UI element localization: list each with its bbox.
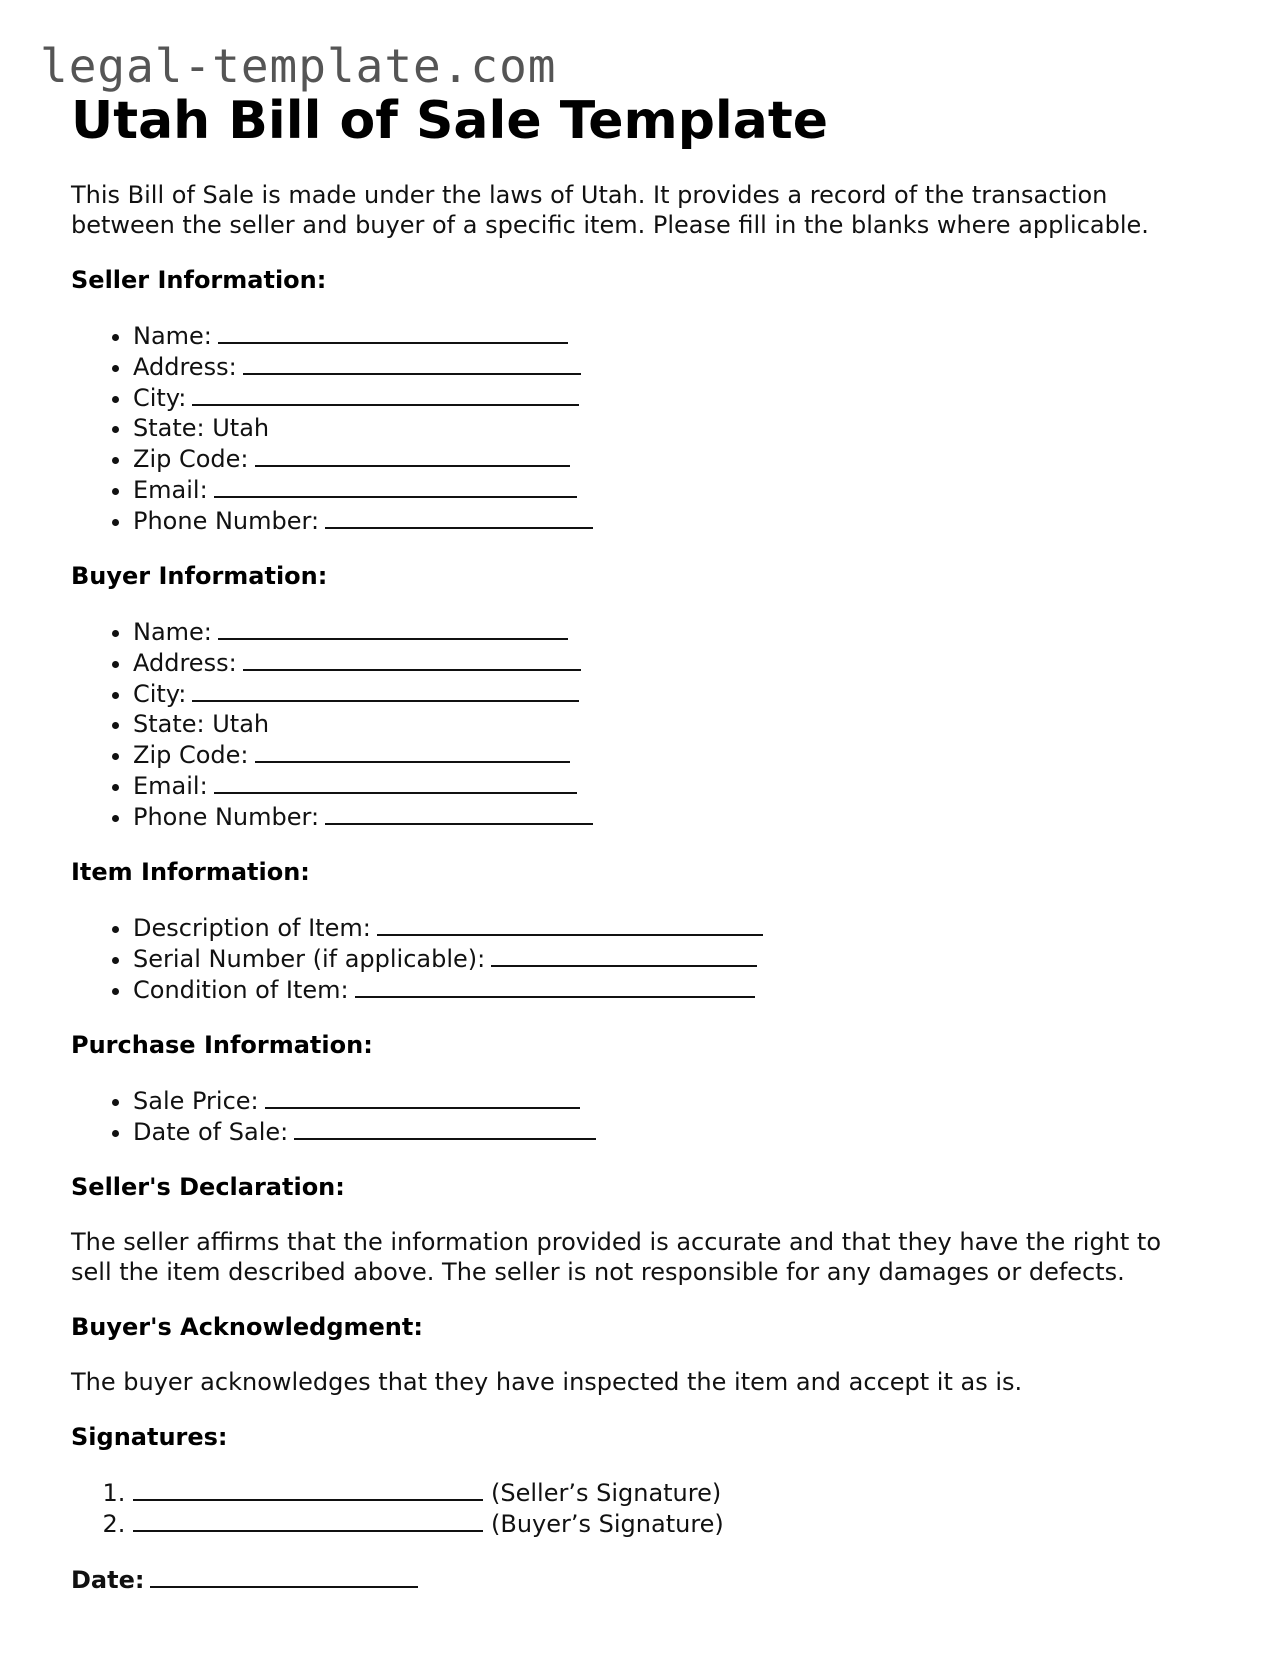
seller-state-field: • State: Utah (133, 413, 1231, 443)
declaration-line: sell the item described above. The seller is not responsible for any damages or defects. (71, 1258, 1125, 1286)
seller-information-heading: Seller Information: (71, 266, 327, 294)
sale-price-field: • Sale Price: (133, 1085, 1231, 1116)
blank-line[interactable] (325, 505, 593, 529)
watermark-logo: legal-template.com (40, 39, 557, 93)
item-description-field: • Description of Item: (133, 912, 1231, 943)
blank-line[interactable] (214, 474, 577, 498)
buyer-zip-field: • Zip Code: (133, 739, 1231, 770)
sale-date-field: • Date of Sale: (133, 1116, 1231, 1147)
signature-blank[interactable] (133, 1477, 483, 1501)
blank-line[interactable] (355, 974, 755, 998)
buyer-state-field: • State: Utah (133, 709, 1231, 739)
item-fields-list (71, 912, 1231, 1005)
blank-line[interactable] (265, 1085, 580, 1109)
purchase-information-heading: Purchase Information: (71, 1031, 373, 1059)
seller-zip-field: • Zip Code: (133, 443, 1231, 474)
seller-city-field: • City: (133, 382, 1231, 413)
purchase-fields-list (71, 1085, 1231, 1147)
item-condition-field: • Condition of Item: (133, 974, 1231, 1005)
signatures-heading: Signatures: (71, 1423, 228, 1451)
buyer-phone-field: • Phone Number: (133, 801, 1231, 832)
signature-blank[interactable] (133, 1508, 483, 1532)
buyer-information-heading: Buyer Information: (71, 562, 328, 590)
blank-line[interactable] (255, 739, 570, 763)
blank-line[interactable] (294, 1116, 596, 1140)
blank-line[interactable] (218, 320, 568, 344)
page-title: Utah Bill of Sale Template (71, 91, 828, 151)
intro-paragraph (71, 180, 1231, 240)
intro-line: This Bill of Sale is made under the laws of Utah. It provides a record of the transaction (71, 181, 1108, 209)
item-serial-field: • Serial Number (if applicable): (133, 943, 1231, 974)
blank-line[interactable] (150, 1564, 418, 1588)
intro-line: between the seller and buyer of a specific item. Please fill in the blanks where applicable. (71, 211, 1149, 239)
buyer-acknowledgment-heading: Buyer's Acknowledgment: (71, 1313, 423, 1341)
blank-line[interactable] (243, 351, 581, 375)
seller-email-field: • Email: (133, 474, 1231, 505)
seller-address-field: • Address: (133, 351, 1231, 382)
seller-signature-line: 1. (Seller’s Signature) (133, 1477, 1231, 1508)
blank-line[interactable] (325, 801, 593, 825)
document (71, 88, 1231, 1595)
seller-phone-field: • Phone Number: (133, 505, 1231, 536)
blank-line[interactable] (377, 912, 763, 936)
buyer-name-field: • Name: (133, 616, 1231, 647)
buyer-email-field: • Email: (133, 770, 1231, 801)
declaration-line: The seller affirms that the information provided is accurate and that they have the right to (71, 1228, 1162, 1256)
blank-line[interactable] (214, 770, 577, 794)
blank-line[interactable] (192, 678, 579, 702)
buyer-signature-line: 2. (Buyer’s Signature) (133, 1508, 1231, 1539)
buyer-address-field: • Address: (133, 647, 1231, 678)
blank-line[interactable] (255, 443, 570, 467)
seller-name-field: • Name: (133, 320, 1231, 351)
blank-line[interactable] (243, 647, 581, 671)
buyer-city-field: • City: (133, 678, 1231, 709)
buyer-acknowledgment-text: The buyer acknowledges that they have inspected the item and accept it as is. (71, 1368, 1023, 1396)
item-information-heading: Item Information: (71, 858, 310, 886)
seller-declaration-heading: Seller's Declaration: (71, 1173, 345, 1201)
buyer-fields-list (71, 616, 1231, 832)
blank-line[interactable] (192, 382, 579, 406)
blank-line[interactable] (491, 943, 757, 967)
seller-declaration-text (71, 1227, 1231, 1287)
blank-line[interactable] (218, 616, 568, 640)
seller-fields-list (71, 320, 1231, 536)
signatures-list (71, 1477, 1231, 1539)
date-field: Date: (71, 1564, 1231, 1595)
